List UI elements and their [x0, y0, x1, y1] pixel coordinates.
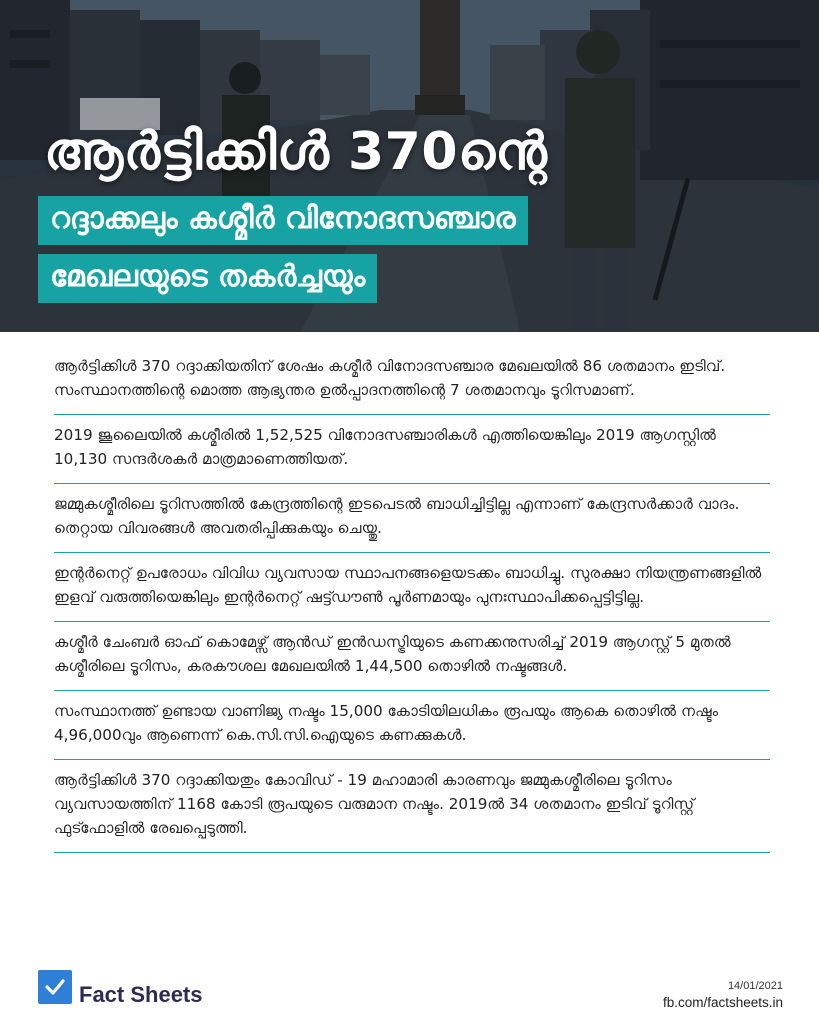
brand-name: Fact Sheets	[79, 982, 203, 1007]
hero-subtitle-line-2: മേഖലയുടെ തകർച്ചയും	[38, 254, 377, 303]
brand-logo	[38, 970, 203, 1007]
fact-paragraph: ഇന്റർനെറ്റ് ഉപരോധം വിവിധ വ്യവസായ സ്ഥാപനങ്ങളെയടക്കം ബാധിച്ചു. സുരക്ഷാ നിയന്ത്രണങ്ങളിൽ ഇളവ് വരുത്തിയെങ്കിലും ഇന്റർനെറ്റ് ഷട്ട്ഡൗൺ പൂർണമായും പുനഃസ്ഥാപിക്കപ്പെട്ടിട്ടില്ല.	[54, 553, 770, 622]
fact-paragraph: ആർട്ടിക്കിൾ 370 റദ്ദാക്കിയതും കോവിഡ് - 19 മഹാമാരി കാരണവും ജമ്മുകശ്മീരിലെ ടൂറിസം വ്യവസായത്തിന് 1168 കോടി രൂപയുടെ വരുമാന നഷ്ടം. 2019ൽ 34 ശതമാനം ഇടിവ് ടൂറിസ്റ്റ് ഫുട്ഫോളിൽ രേഖപ്പെടുത്തി.	[54, 760, 770, 853]
fact-paragraph: 2019 ജൂലൈയിൽ കശ്മീരിൽ 1,52,525 വിനോദസഞ്ചാരികൾ എത്തിയെങ്കിലും 2019 ആഗസ്റ്റിൽ 10,130 സന്ദർശകർ മാത്രമാണെത്തിയത്.	[54, 415, 770, 484]
checkmark-box-icon	[38, 970, 72, 1004]
publish-date: 14/01/2021	[727, 980, 783, 992]
fact-list	[54, 346, 770, 853]
fact-paragraph: ആർട്ടിക്കിൾ 370 റദ്ദാക്കിയതിന് ശേഷം കശ്മീർ വിനോദസഞ്ചാര മേഖലയിൽ 86 ശതമാനം ഇടിവ്. സംസ്ഥാനത്തിന്റെ മൊത്ത ആഭ്യന്തര ഉൽപ്പാദനത്തിന്റെ 7 ശതമാനവും ടൂറിസമാണ്.	[54, 346, 770, 415]
fact-paragraph: കശ്മീർ ചേംബർ ഓഫ് കൊമേഴ്സ് ആൻഡ് ഇൻഡസ്ട്രിയുടെ കണക്കനുസരിച്ച് 2019 ആഗസ്റ്റ് 5 മുതൽ കശ്മീരിലെ ടൂറിസം, കരകൗശല മേഖലയിൽ 1,44,500 തൊഴിൽ നഷ്ടങ്ങൾ.	[54, 622, 770, 691]
fact-paragraph: സംസ്ഥാനത്ത് ഉണ്ടായ വാണിജ്യ നഷ്ടം 15,000 കോടിയിലധികം രൂപയും ആകെ തൊഴിൽ നഷ്ടം 4,96,000വും ആണെന്ന് കെ.സി.സി.ഐയുടെ കണക്കുകൾ.	[54, 691, 770, 760]
fact-paragraph: ജമ്മുകശ്മീരിലെ ടൂറിസത്തിൽ കേന്ദ്രത്തിന്റെ ഇടപെടൽ ബാധിച്ചിട്ടില്ല എന്നാണ് കേന്ദ്രസർക്കാർ വാദം. തെറ്റായ വിവരങ്ങൾ അവതരിപ്പിക്കുകയും ചെയ്തു.	[54, 484, 770, 553]
source-link[interactable]: fb.com/factsheets.in	[662, 995, 783, 1010]
hero-title: ആർട്ടിക്കിൾ 370ന്റെ	[44, 122, 548, 182]
footer-meta	[663, 978, 783, 1012]
hero-subtitle-line-1: റദ്ദാക്കലും കശ്മീർ വിനോദസഞ്ചാര	[38, 196, 528, 245]
hero-banner	[0, 0, 819, 332]
